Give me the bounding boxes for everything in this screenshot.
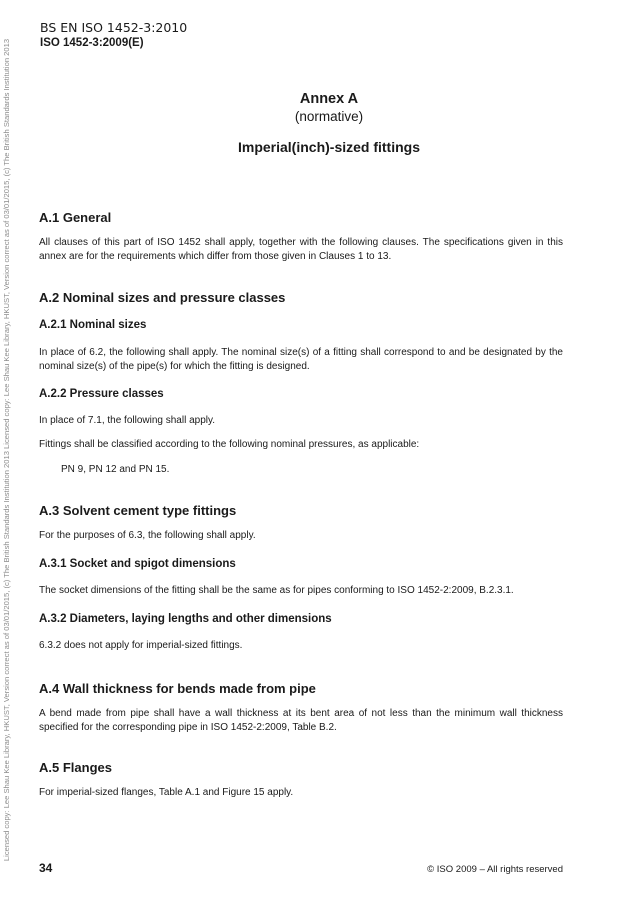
section-a3-text: For the purposes of 6.3, the following shall apply. xyxy=(39,530,256,541)
section-a22-text1: In place of 7.1, the following shall apply. xyxy=(39,415,216,426)
section-a32-text: 6.3.2 does not apply for imperial-sized fittings. xyxy=(39,640,243,651)
annex-title: Imperial(inch)-sized fittings xyxy=(237,139,420,155)
section-a5-heading: A.5 Flanges xyxy=(39,760,112,775)
copyright-notice: © ISO 2009 – All rights reserved xyxy=(427,864,563,875)
section-a2-heading: A.2 Nominal sizes and pressure classes xyxy=(39,290,286,305)
section-a5-text: For imperial-sized flanges, Table A.1 and Figure 15 apply. xyxy=(39,787,294,798)
pressure-class-list: PN 9, PN 12 and PN 15. xyxy=(61,464,170,475)
section-a4-heading: A.4 Wall thickness for bends made from pipe xyxy=(39,681,316,696)
section-a21-heading: A.2.1 Nominal sizes xyxy=(39,319,147,331)
section-a1-text: All clauses of this part of ISO 1452 shall apply, together with the following clauses. The specifications given in this annex are for the requirements which differ from those given in Clauses 1 to 13. xyxy=(39,237,563,262)
standard-designation-iso: ISO 1452-3:2009(E) xyxy=(40,37,144,49)
section-a22-heading: A.2.2 Pressure classes xyxy=(39,388,164,400)
section-a1-heading: A.1 General xyxy=(39,210,112,225)
section-a22-text2: Fittings shall be classified according to the following nominal pressures, as applicable: xyxy=(39,439,420,450)
section-a31-text: The socket dimensions of the fitting shall be the same as for pipes conforming to ISO 1452-2:2009, B.2.3.1. xyxy=(39,585,514,596)
section-a3-heading: A.3 Solvent cement type fittings xyxy=(39,503,237,518)
section-a31-heading: A.3.1 Socket and spigot dimensions xyxy=(39,558,236,570)
annex-type: (normative) xyxy=(294,109,364,124)
license-watermark: Licensed copy: Lee Shau Kee Library, HKUST, Version correct as of 03/01/2015, (c) The British Standards Institution 2013 Licensed copy: Lee Shau Kee Library, HKUST, Version correct as of 03/01/2015, (c) The British Standards Institution 2013 xyxy=(2,38,11,862)
annex-label: Annex A xyxy=(299,91,359,107)
standard-designation-bs: BS EN ISO 1452-3:2010 xyxy=(40,20,188,35)
section-a32-heading: A.3.2 Diameters, laying lengths and other dimensions xyxy=(39,613,332,625)
page-number: 34 xyxy=(39,861,53,875)
section-a21-text: In place of 6.2, the following shall apply. The nominal size(s) of a fitting shall correspond to and be designated by the nominal size(s) of the pipe(s) for which the fitting is designed. xyxy=(39,347,563,372)
section-a4-text: A bend made from pipe shall have a wall thickness at its bent area of not less than the minimum wall thickness specified for the corresponding pipe in ISO 1452-2:2009, Table B.2. xyxy=(39,708,563,733)
